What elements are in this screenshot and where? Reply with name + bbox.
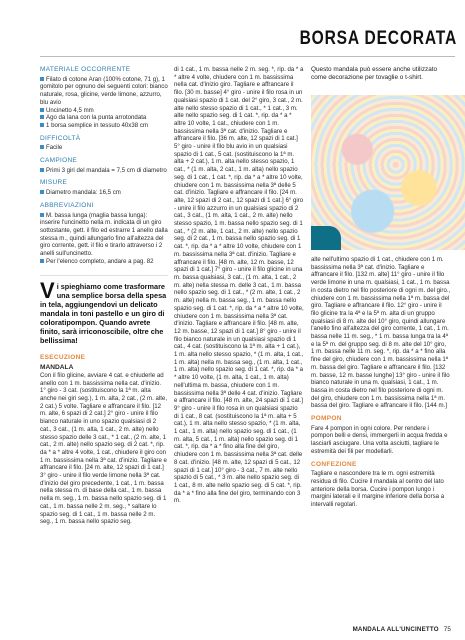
bullet-icon <box>40 123 44 127</box>
materials-item: Ago da lana con la punta arrotondata <box>40 114 168 122</box>
page-title: BORSA DECORATA <box>299 28 457 49</box>
instructions-part-2: di 1 cat., 1 m. bassa nelle 2 m. seg. *, rip. da * a * altre 4 volte, chiudere con 1 m. bassissima nella cat. d'inizio giro. Tagliare e affrancare il filo. [30 m. basse] 4° giro - unire il filo rosa in un qualsiasi spazio di 1 cat. del 2° giro, 3 cat., 2 m. alte nello stesso spazio di 1 cat., * 1 cat., 3 m. alte nello spazio seg. di 1 cat. *, rip. da * a * altre 10 volte, 1 cat., chiudere con 1 m. bassissima nella 3ª cat. d'inizio. Tagliare e affrancare il filo. [36 m. alte, 12 spazi di 1 cat.] 5° giro - unire il filo blu avio in un qualsiasi spazio di 1 cat., 5 cat. (sostituiscono la 1ª m. alta + 2 cat.), 1 m. alta nello stesso spazio, 1 cat., * (1 m. alta, 2 cat., 1 m. alta) nello spazio seg. di 1 cat., 1 cat. *, rip. da * a * altre 10 volte, chiudere con 1 m. bassissima nella 3ª delle 5 cat. d'inizio. Tagliare e affrancare il filo. [24 m. alte, 12 spazi di 2 cat., 12 spazi di 1 cat.] 6° giro - unire il filo azzurro in un qualsiasi spazio di 2 cat., 3 cat., (1 m. alta, 1 cat., 2 m. alte) nello stesso spazio, 1 m. bassa nello spazio seg. di 1 cat., * (2 m. alte, 1 cat., 2 m. alte) nello spazio seg. di 2 cat., 1 m. bassa nello spazio seg. di 1 cat. *, rip. da * a * altre 10 volte, chiudere con 1 m. bassissima nella 3ª cat. d'inizio. Tagliare e affrancare il filo. [48 m. alte, 12 m. basse, 12 spazi di 1 cat.] 7° giro - unire il filo glicine in una m. bassa qualsiasi, 3 cat., (1 m. alta, 1 cat., 2 m. alte) nella stessa m. delle 3 cat., 1 m. bassa nello spazio seg. di 1 cat., * (2 m. alte, 1 cat., 2 m. alte) nella m. bassa seg., 1 m. bassa nello spazio seg. di 1 cat. *, rip. da * a * altre 10 volte, chiudere con 1 m. bassissima nella 3ª cat. d'inizio. Tagliare e affrancare il filo. [48 m. alte, 12 m. basse, 12 spazi di 1 cat.] 8° giro - unire il filo bianco naturale in un qualsiasi spazio di 1 cat., 4 cat. (sostituiscono la 1ª m. alta + 1 cat.), 1 m. alta nello stesso spazio, * (1 m. alta, 1 cat., 1 m. alta) nella m. bassa seg., (1 m. alta, 1 cat., 1 m. alta) nello spazio seg. di 1 cat. *, rip. da * a * altre 10 volte, (1 m. alta, 1 cat., 1 m. alta) nell'ultima m. bassa, chiudere con 1 m. bassissima nella 3ª delle 4 cat. d'inizio. Tagliare e affrancare il filo. [48 m. alte, 24 spazi di 1 cat.] 9° giro - unire il filo rosa in un qualsiasi spazio di 1 cat., 8 cat. (sostituiscono la 1ª m. alta + 5 cat.), 1 m. alta nello stesso spazio, * (1 m. alta, 1 cat., 1 m. alta) nello spazio seg. di 1 cat., (1 m. alta, 5 cat., 1 m. alta) nello spazio seg. di 1 cat. *, rip. da * a * fino alla fine del giro, chiudere con 1 m. bassissima nella 3ª cat. delle 8 cat. d'inizio. [48 m. alte, 12 spazi di 5 cat., 12 spazi di 1 cat.] 10° giro - 3 cat., 7 m. alte nello spazio di 5 cat., * 3 m. alte nello spazio seg. di 1 cat., 8 m. alte nello spazio seg. di 5 cat. *, rip. da * a * fino alla fine del giro, terminando con 3 m. <box>174 66 304 505</box>
bullet-icon <box>40 213 44 217</box>
intro-text: i spieghiamo come trasformare una semplice borsa della spesa in tela, aggiungendovi un delicato mandala in toni pastello e un giro di coloratipompon. Quando avrete finito, sarà irriconoscibile, oltre che bellissima! <box>40 282 167 346</box>
measures-value: Diametro mandala: 16,5 cm <box>40 189 168 197</box>
intro-block <box>40 275 168 345</box>
footer-label: MANDALA ALL'UNCINETTO <box>352 626 439 633</box>
instructions-part-1: Con il filo glicine, avviare 4 cat. e chiuderle ad anello con 1 m. bassissima nella cat. d'inizio. 1° giro - 3 cat. (sostituiscono la 1ª m. alta anche nei giri seg.), 1 m. alta, 2 cat., (2 m. alte, 2 cat.) 5 volte. Tagliare e affrancare il filo. [12 m. alte, 6 spazi di 2 cat.] 2° giro - unire il filo bianco naturale in uno spazio qualsiasi di 2 cat., 3 cat., (1 m. alta, 1 cat., 2 m. alte) nello stesso spazio delle 3 cat., * 1 cat., (2 m. alte, 1 cat., 2 m. alte) nello spazio seg. di 2 cat. *, rip. da * a * altre 4 volte, 1 cat., chiudere il giro con 1 m. bassissima nella 3ª cat. d'inizio. Tagliare e affrancare il filo. [24 m. alte, 12 spazi di 1 cat.] 3° giro - unire il filo verde limone nella 3ª cat. d'inizio del giro precedente, 1 cat., 1 m. bassa nella stessa m. di base della cat., 1 m. bassa nella m. seg., 1 m. bassa nello spazio seg. di 1 cat., 1 m. bassa nelle 2 m. seg., * saltare lo spazio seg. di 1 cat., 1 m. bassa nelle 2 m. seg., 1 m. bassa nello spazio seg. <box>40 371 168 526</box>
drop-cap: V <box>40 278 55 304</box>
pompon-heading: POMPON <box>311 415 342 423</box>
instructions-part-3: alte nell'ultimo spazio di 1 cat., chiudere con 1 m. bassissima nella 3ª cat. d'inizio. Tagliare e affrancare il filo. [132 m. alte] 11° giro - unire il filo verde limone in una m. qualsiasi, 1 cat., 1 m. bassa in costa dietro nel filo posteriore di ogni m. del giro., chiudere con 1 m. bassissima nella 1ª m. bassa del giro. Tagliare e affrancare il filo. 12° giro - unire il filo glicine tra la 4ª e la 5ª m. alta di un gruppo qualsiasi di 8 m. alte del 10° giro, quindi allungare l'anello fino all'altezza del giro corrente, 1 cat., 1 m. bassa nelle 11 m. seg., * 1 m. bassa lunga tra la 4ª e la 5ª m. del gruppo seg. di 8 m. alte del 10° giro, 1 m. bassa nelle 11 m. seg. *, rip. da * a * fino alla fine del giro, chiudere con 1 m. bassissima nella 1ª m. bassa del giro. Tagliare e affrancare il filo. [132 m. basse, 12 m. basse lunghe] 13° giro - unire il filo bianco naturale in una m. qualsiasi, 1 cat., 1 m. bassa in costa dietro nel filo posteriore di ogni m. del giro, chiudere con 1 m. bassissima nella 1ª m. bassa del giro. Tagliare e affrancare il filo. [144 m.] <box>311 256 451 410</box>
page-footer <box>353 626 451 633</box>
materials-item: 1 borsa semplice in tessuto 40x38 cm <box>40 122 168 130</box>
bullet-icon <box>40 77 44 81</box>
mandala-heading: MANDALA <box>40 364 74 372</box>
column-right-text <box>311 256 451 509</box>
measures-heading: MISURE <box>40 179 68 187</box>
abbreviation-item: M. bassa lunga (maglia bassa lunga): inserire l'uncinetto nella m. indicata di un giro sottostante, gett. il filo ed estrarre 1 anello dalla stessa m., quindi allungarlo fino all'altezza del giro corrente, gett. il filo e tirarlo attraverso i 2 anelli sull'uncinetto. <box>40 211 168 258</box>
difficulty-heading: DIFFICOLTÀ <box>40 134 81 142</box>
bullet-icon <box>40 145 44 149</box>
sample-heading: CAMPIONE <box>40 157 78 165</box>
bullet-icon <box>40 190 44 194</box>
materials-item: Filato di cotone Aran (100% cotone, 71 g), 1 gomitolo per ognuno dei seguenti colori: bianco naturale, rosa, glicine, verde limone, azzurro, blu avio <box>40 75 168 106</box>
materials-heading: MATERIALE OCCORRENTE <box>40 66 131 73</box>
assembly-text: Tagliare e nascondere tra le m. ogni estremità residua di filo. Cucire il mandala al centro del lato anteriore della borsa. Cucire i pompon lungo i margini laterali e il margine inferiore della borsa a intervalli regolari. <box>311 470 445 509</box>
abbreviation-item: Per l'elenco completo, andare a pag. 82 <box>40 258 168 266</box>
bullet-icon <box>40 108 44 112</box>
materials-item: Uncinetto 4,5 mm <box>40 107 168 115</box>
column-middle <box>174 66 304 505</box>
header-rule <box>40 56 455 57</box>
execution-heading: ESECUZIONE <box>40 354 86 362</box>
column-left <box>40 66 168 526</box>
difficulty-value: Facile <box>40 144 168 152</box>
pompon-text: Fare 4 pompon in ogni colore. Per rendere i pompon belli e densi, immergerli in acqua fredda e lasciarli asciugare. Una volta asciutti, tagliare le estremità dei fili per modellarli. <box>311 424 448 455</box>
bullet-icon <box>40 115 44 119</box>
photo-caption: Questo mandala può essere anche utilizzato come decorazione per tovaglie o t-shirt. <box>311 66 438 81</box>
assembly-heading: CONFEZIONE <box>311 460 357 468</box>
page-number: 75 <box>443 626 451 633</box>
mandala-photo <box>311 95 465 250</box>
sample-value: Primi 3 giri del mandala = 7,5 cm di diametro <box>40 167 168 175</box>
bullet-icon <box>40 259 44 263</box>
bullet-icon <box>40 168 44 172</box>
abbreviations-heading: ABBREVIAZIONI <box>40 201 94 209</box>
